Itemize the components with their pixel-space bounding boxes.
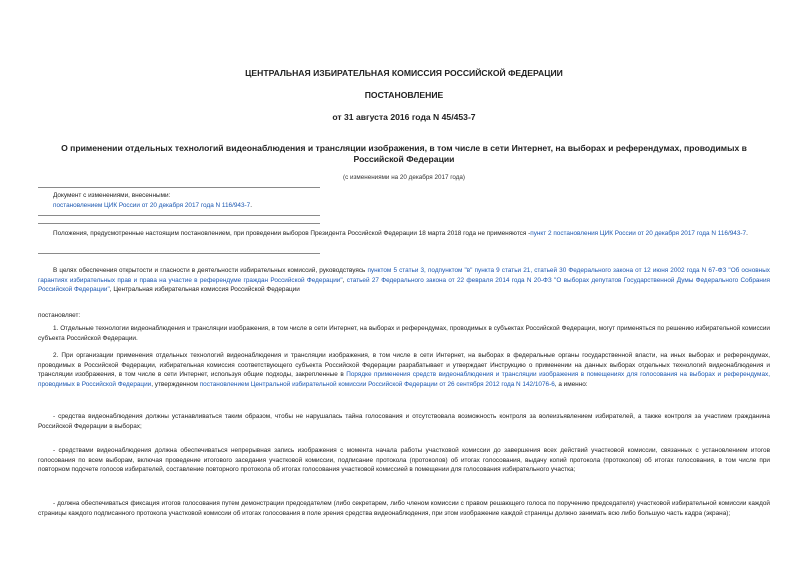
document-type: ПОСТАНОВЛЕНИЕ (364, 90, 444, 100)
issuing-organization: ЦЕНТРАЛЬНАЯ ИЗБИРАТЕЛЬНАЯ КОМИССИЯ РОССИЙСКОЙ ФЕДЕРАЦИИ (245, 68, 563, 78)
bullet-text: - должна обеспечиваться фиксация итогов голосования путем демонстрации председателем (либо секретарем, либо членом комиссии с правом решающего голоса по поручению председателя) участковой избирательной комиссии каждой страницы каждого подписанного протокола участковой комиссии об итогах голосования в поле зрения средства видеонаблюдения, при этом изображение каждой страницы должно занимать всю либо большую часть кадра (экрана); (38, 500, 770, 517)
amendment-link[interactable]: постановлением ЦИК России от 20 декабря 2017 года N 116/943-7 (53, 201, 251, 209)
bullet-item (38, 412, 770, 431)
preamble-text-1: В целях обеспечения открытости и гласности в деятельности избирательных комиссий, руководствуясь (53, 267, 368, 274)
paragraph-1 (38, 324, 770, 343)
divider (38, 223, 320, 224)
provision-note-line (38, 229, 770, 239)
law-20fz-link[interactable]: статьей 27 Федерального закона от 22 февраля 2014 года N 20-ФЗ "О выборах депутатов Государственной Думы Федерального Собрания Российской Федерации" (38, 276, 770, 294)
paragraph-2 (38, 351, 770, 389)
preamble-text-3: , Центральная избирательная комиссия Российской Федерации (109, 286, 300, 294)
changes-note: (с изменениями на 20 декабря 2017 года) (342, 174, 465, 181)
paragraph-1-text: 1. Отдельные технологии видеонаблюдения и трансляции изображения, в том числе в сети Интернет, на выборах и референдумах, проводимых в субъектах Российской Федерации, могут применяться по решению избирательной комиссии субъекта Российской Федерации. (38, 325, 770, 342)
amendment-note (38, 191, 770, 210)
law-67fz-link[interactable]: пунктом 5 статьи 3, подпунктом "в" пункта 9 статьи 21, статьей 30 Федерального закона от 12 июня 2002 года N 67-ФЗ "Об основных гарантиях избирательных прав и права на участие в референдуме граждан Российской Федерации" (38, 267, 770, 284)
paragraph-2-text-2: , утвержденном (151, 380, 200, 388)
resolves-line: постановляет: (38, 312, 81, 319)
paragraph-2-text-3: , а именно: (554, 380, 588, 388)
amendment-after: . (250, 201, 253, 209)
cec-resolution-link[interactable]: постановлением Центральной избирательной комиссии Российской Федерации от 26 сентября 2012 года N 142/1076-6 (199, 380, 555, 388)
amendment-note-line (38, 201, 770, 211)
provision-link[interactable]: пункт 2 постановления ЦИК России от 20 декабря 2017 года N 116/943-7 (530, 230, 747, 237)
procedure-link[interactable]: Порядке применения средств видеонаблюдения и трансляции изображения в помещениях для голосования на выборах и референдумах, проводимых в Российской Федерации (38, 371, 770, 388)
preamble-text-2: , (342, 276, 347, 284)
divider (38, 187, 320, 188)
preamble-paragraph (38, 266, 770, 295)
bullet-text: - средства видеонаблюдения должны устанавливаться таким образом, чтобы не нарушалась тайна голосования и отсутствовала возможность контроля за волеизъявлением избирателей, а также контроля за участием гражданина Российской Федерации в выборах; (38, 413, 770, 430)
bullet-item (38, 499, 770, 518)
provision-note (38, 229, 770, 239)
document-date-number: от 31 августа 2016 года N 45/453-7 (332, 112, 476, 122)
provision-after: . (746, 230, 748, 237)
amendment-note-text: Документ с изменениями, внесенными: (53, 192, 171, 199)
divider (38, 215, 320, 216)
bullet-item (38, 446, 770, 475)
divider (38, 253, 320, 254)
bullet-text: - средствами видеонаблюдения должна обеспечиваться непрерывная запись изображения с момента начала работы участковой комиссии до завершения всех действий участковой комиссии, связанных с установлением итогов голосования по всем выборам, включая проведение итогового заседания участковой комиссии, подписание протокола (протоколов) об итогах голосования, выдачу копий протокола (протоколов) об итогах голосования, в том числе при повторном подсчете голосов избирателей, составление повторного протокола об итогах голосования участковой комиссией в помещении для голосования избирательного участка; (38, 447, 770, 474)
provision-note-text: Положения, предусмотренные настоящим постановлением, при проведении выборов Президента Российской Федерации 18 марта 2018 года не применяются - (53, 230, 531, 237)
paragraph-2-text-1: 2. При организации применения отдельных технологий видеонаблюдения и трансляции изображения, в том числе в сети Интернет, на выборах в федеральные органы государственной власти, на иных выборах и референдумах, проводимых в Российской Федерации, избирательная комиссия соответствующего субъекта Российской Федерации разрабатывает и утверждает Инструкцию о применении на данных выборах отдельных технологий видеонаблюдения и трансляции изображения, в том числе в сети Интернет, используя общие подходы, закрепленные в (38, 352, 770, 379)
document-title: О применении отдельных технологий видеонаблюдения и трансляции изображения, в том числе в сети Интернет, на выборах и референдумах, проводимых в Российской Федерации (61, 143, 747, 164)
